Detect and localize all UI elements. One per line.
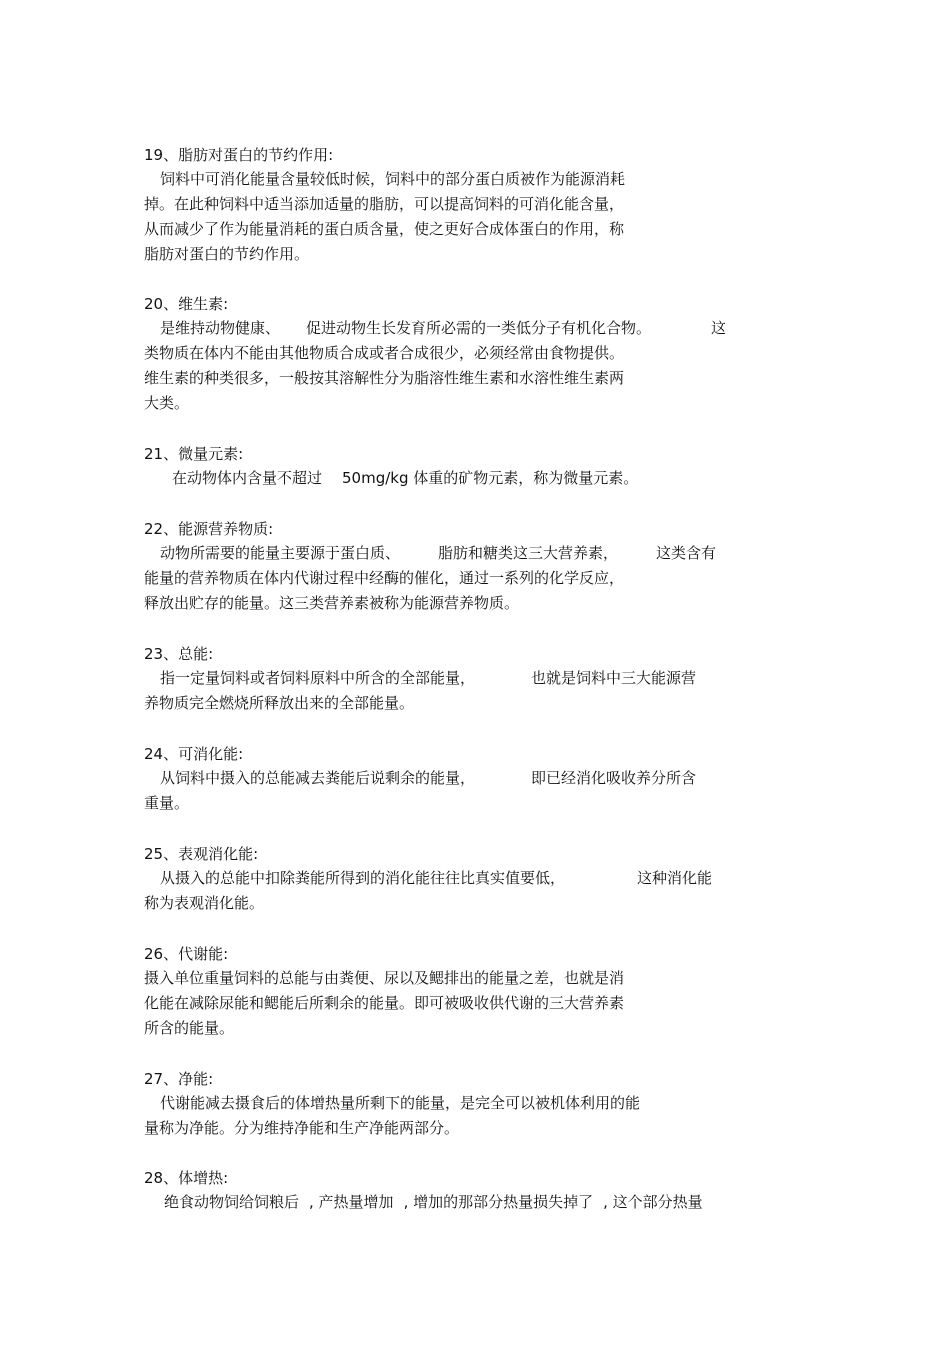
text-segment: 动物所需要的能量主要源于蛋白质、 [160, 544, 401, 562]
paragraph-line: 量称为净能。分为维持净能和生产净能两部分。 [144, 1119, 460, 1137]
section-heading: 27、净能: [144, 1070, 214, 1088]
text-segment: 这类含有 [656, 544, 717, 562]
text-segment: , 增加的那部分热量损失掉了 [403, 1193, 594, 1211]
text-segment: 促进动物生长发育所必需的一类低分子有机化合物。 [306, 319, 652, 337]
text-segment: 这种消化能 [637, 869, 713, 887]
section-25 [144, 842, 814, 916]
text-segment: 也就是饲料中三大能源营 [531, 669, 697, 687]
section-heading: 20、维生素: [144, 295, 229, 313]
paragraph-line: 从而减少了作为能量消耗的蛋白质含量，使之更好合成体蛋白的作用，称 [144, 220, 625, 238]
section-heading: 23、总能: [144, 645, 214, 663]
text-segment: 脂肪和糖类这三大营养素， [438, 544, 619, 562]
text-segment: 即已经消化吸收养分所含 [531, 769, 697, 787]
text-segment: , 产热量增加 [309, 1193, 394, 1211]
section-21 [144, 442, 814, 491]
text-segment: 从摄入的总能中扣除粪能所得到的消化能往往比真实值要低， [160, 869, 566, 887]
section-24 [144, 742, 814, 816]
paragraph-line [144, 766, 814, 791]
paragraph-line: 称为表观消化能。 [144, 894, 265, 912]
text-segment: 从饲料中摄入的总能减去粪能后说剩余的能量， [160, 769, 476, 787]
paragraph-line: 脂肪对蛋白的节约作用。 [144, 245, 310, 263]
section-22 [144, 517, 814, 616]
paragraph-line: 代谢能减去摄食后的体增热量所剩下的能量，是完全可以被机体利用的能 [160, 1094, 641, 1112]
section-heading: 26、代谢能: [144, 945, 229, 963]
paragraph-line: 释放出贮存的能量。这三类营养素被称为能源营养物质。 [144, 594, 520, 612]
text-segment: , 这个部分热量 [603, 1193, 703, 1211]
section-heading: 24、可消化能: [144, 745, 244, 763]
text-segment: 指一定量饲料或者饲料原料中所含的全部能量， [160, 669, 476, 687]
text-segment: 50mg/kg 体重的矿物元素，称为微量元素。 [342, 469, 639, 487]
paragraph-line [144, 541, 814, 566]
paragraph-line [144, 666, 814, 691]
paragraph-line [144, 866, 814, 891]
paragraph-line: 类物质在体内不能由其他物质合成或者合成很少，必须经常由食物提供。 [144, 344, 625, 362]
section-26 [144, 942, 814, 1041]
paragraph-line: 大类。 [144, 394, 190, 412]
paragraph-line: 化能在减除尿能和鳃能后所剩余的能量。即可被吸收供代谢的三大营养素 [144, 994, 625, 1012]
paragraph-line [144, 466, 814, 491]
section-20 [144, 292, 814, 416]
paragraph-line: 维生素的种类很多，一般按其溶解性分为脂溶性维生素和水溶性维生素两 [144, 369, 625, 387]
paragraph-line: 能量的营养物质在体内代谢过程中经酶的催化，通过一系列的化学反应， [144, 569, 625, 587]
text-segment: 是维持动物健康、 [160, 319, 281, 337]
paragraph-line: 掉。在此种饲料中适当添加适量的脂肪，可以提高饲料的可消化能含量， [144, 195, 625, 213]
paragraph-line: 摄入单位重量饲料的总能与由粪便、尿以及鳃排出的能量之差，也就是消 [144, 969, 625, 987]
paragraph-line: 饲料中可消化能量含量较低时候，饲料中的部分蛋白质被作为能源消耗 [160, 170, 626, 188]
section-19 [144, 143, 814, 267]
section-23 [144, 642, 814, 716]
text-segment: 绝食动物饲给饲粮后 [164, 1193, 300, 1211]
section-28 [144, 1166, 814, 1215]
text-segment: 在动物体内含量不超过 [172, 469, 323, 487]
section-heading: 25、表观消化能: [144, 845, 259, 863]
text-segment: 这 [711, 319, 727, 337]
section-27 [144, 1067, 814, 1141]
section-heading: 21、微量元素: [144, 445, 244, 463]
paragraph-line: 重量。 [144, 794, 190, 812]
section-heading: 22、能源营养物质: [144, 520, 274, 538]
paragraph-line [144, 316, 814, 341]
section-heading: 28、体增热: [144, 1169, 229, 1187]
paragraph-line: 养物质完全燃烧所释放出来的全部能量。 [144, 694, 415, 712]
paragraph-line: 所含的能量。 [144, 1019, 235, 1037]
section-heading: 19、脂肪对蛋白的节约作用: [144, 146, 334, 164]
paragraph-line [144, 1190, 814, 1215]
